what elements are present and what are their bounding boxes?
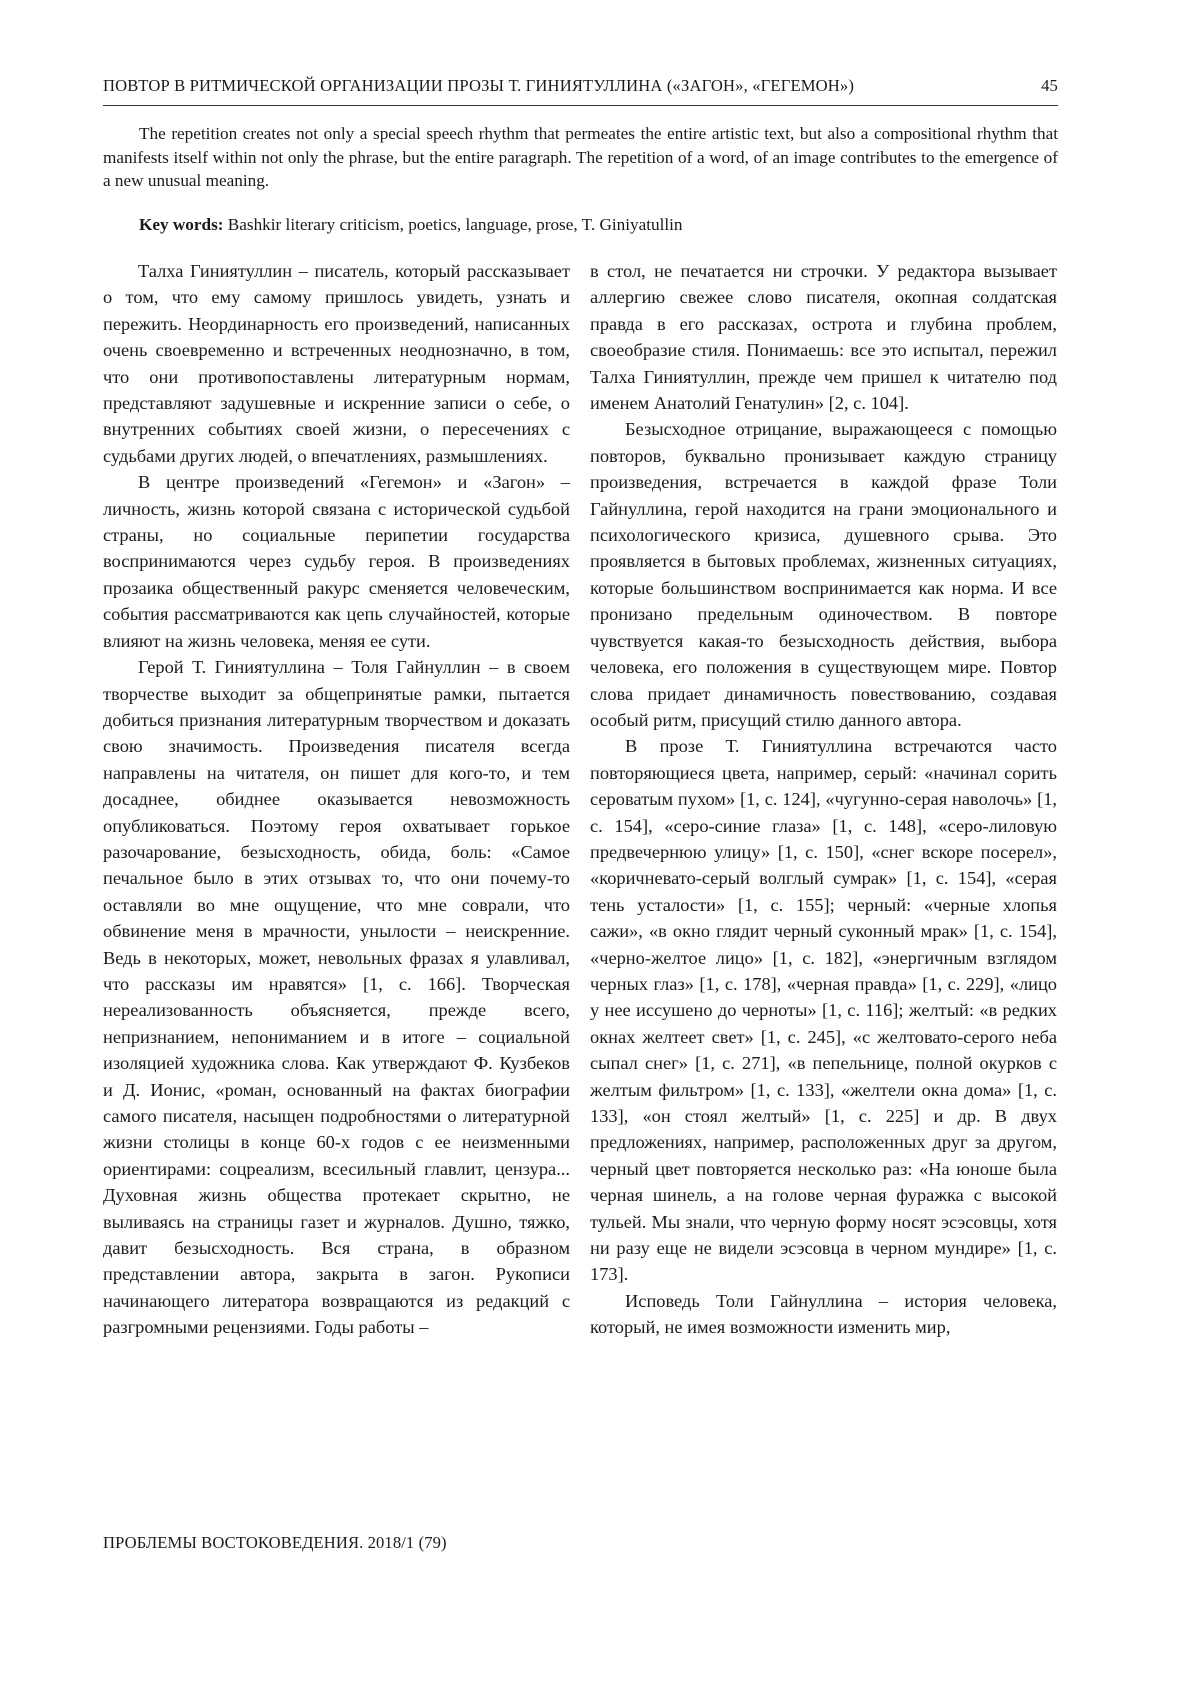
left-paragraph-2: В центре произведений «Гегемон» и «Загон» – личность, жизнь которой связана с исторической судьбой страны, но социальные перипетии государства воспринимаются через судьбу героя. В произведениях прозаика общественный ракурс сменяется человеческим, события рассматриваются как цепь случайностей, которые влияют на жизнь человека, меняя ее сути. [103,472,570,651]
right-column [590,258,1057,1341]
right-paragraph-2: Безысходное отрицание, выражающееся с помощью повторов, буквально пронизывает каждую страницу произведения, встречается в каждой фразе Толи Гайнуллина, герой находится на грани эмоционального и психологического кризиса, душевного срыва. Это проявляется в бытовых проблемах, жизненных ситуациях, которые большинством воспринимается как норма. И все пронизано предельным одиночеством. В повторе чувствуется какая-то безысходность действия, выбора человека, его положения в существующем мире. Повтор слова придает динамичность повествованию, создавая особый ритм, присущий стилю данного автора. [590,419,1057,730]
left-paragraph-3: Герой Т. Гиниятуллина – Толя Гайнуллин – в своем творчестве выходит за общепринятые рамки, пытается добиться признания литературным творчеством и доказать свою значимость. Произведения писателя всегда направлены на читателя, он пишет для кого-то, и тем досаднее, обиднее оказывается невозможность опубликоваться. Поэтому героя охватывает горькое разочарование, безысходность, обида, боль: «Самое печальное было в этих отзывах то, что они почему-то оставляли во мне ощущение, что мне соврали, что обвинение меня в мрачности, унылости – неискренние. Ведь в некоторых, может, невольных фразах я улавливал, что рассказы им нравятся» [1, с. 166]. Творческая нереализованность объясняется, прежде всего, непризнанием, непониманием и в итоге – социальной изоляцией художника слова. Как утверждают Ф. Кузбеков и Д. Ионис, «роман, основанный на фактах биографии самого писателя, насыщен подробностями о литературной жизни столицы в конце 60-х годов с ее неизменными ориентирами: соцреализм, всесильный главлит, цензура... Духовная жизнь общества протекает скрытно, не выливаясь на страницы газет и журналов. Душно, тяжко, давит безысходность. Вся страна, в образном представлении автора, закрыта в загон. Рукописи начинающего литератора возвращаются из редакций с разгромными рецензиями. Годы работы – [103,657,570,1338]
left-column [103,258,570,1341]
keywords [103,213,1058,237]
keywords-label: Key words: [139,215,224,234]
journal-footer: ПРОБЛЕМЫ ВОСТОКОВЕДЕНИЯ. 2018/1 (79) [103,1533,447,1552]
abstract-text: The repetition creates not only a special speech rhythm that permeates the entire artistic text, but also a compositional rhythm that manifests itself within not only the phrase, but the entire paragraph. The repetition of a word, of an image contributes to the emergence of a new unusual meaning. [103,124,1058,190]
header-rule [103,105,1058,106]
page-number: 45 [1041,76,1058,95]
right-paragraph-1: в стол, не печатается ни строчки. У редактора вызывает аллергию свежее слово писателя, окопная солдатская правда в его рассказах, острота и глубина проблем, своеобразие стиля. Понимаешь: все это испытал, пережил Талха Гиниятуллин, прежде чем пришел к читателю под именем Анатолий Генатулин» [2, с. 104]. [590,261,1057,414]
right-paragraph-3: В прозе Т. Гиниятуллина встречаются часто повторяющиеся цвета, например, серый: «начинал сорить сероватым пухом» [1, с. 124], «чугунно-серая наволочь» [1, с. 154], «серо-синие глаза» [1, с. 148], «серо-лиловую предвечернюю улицу» [1, с. 150], «снег вскоре посерел», «коричневато-серый волглый сумрак» [1, с. 154], «серая тень усталости» [1, с. 155]; черный: «черные хлопья сажи», «в окно глядит черный суконный мрак» [1, с. 154], «черно-желтое лицо» [1, с. 182], «энергичным взглядом черных глаз» [1, с. 178], «черная правда» [1, с. 229], «лицо у нее иссушено до черноты» [1, с. 116]; желтый: «в редких окнах желтеет свет» [1, с. 245], «с желтовато-серого неба сыпал снег» [1, с. 271], «в пепельнице, полной окурков с желтым фильтром» [1, с. 133], «желтели окна дома» [1, с. 133], «он стоял желтый» [1, с. 225] и др. В двух предложениях, например, расположенных друг за другом, черный цвет повторяется несколько раз: «На юноше была черная шинель, а на голове черная фуражка с высокой тульей. Мы знали, что черную форму носят эсэсовцы, хотя ни разу еще не видели эсэсовца в черном мундире» [1, с. 173]. [590,736,1057,1285]
left-paragraph-1: Талха Гиниятуллин – писатель, который рассказывает о том, что ему самому пришлось увидеть, узнать и пережить. Неординарность его произведений, написанных очень своевременно и встреченных неоднозначно, в том, что они противопоставлены литературным нормам, представляют задушевные и искренние записи о себе, о внутренних событиях своей жизни, о пересечениях с судьбами других людей, о впечатлениях, размышлениях. [103,261,570,466]
keywords-text: Bashkir literary criticism, poetics, language, prose, T. Giniyatullin [227,215,683,234]
right-paragraph-4: Исповедь Толи Гайнуллина – история человека, который, не имея возможности изменить мир, [590,1290,1057,1338]
running-head [103,76,1058,96]
abstract [103,122,1058,193]
running-head-title: ПОВТОР В РИТМИЧЕСКОЙ ОРГАНИЗАЦИИ ПРОЗЫ Т. ГИНИЯТУЛЛИНА («ЗАГОН», «ГЕГЕМОН») [103,76,855,95]
